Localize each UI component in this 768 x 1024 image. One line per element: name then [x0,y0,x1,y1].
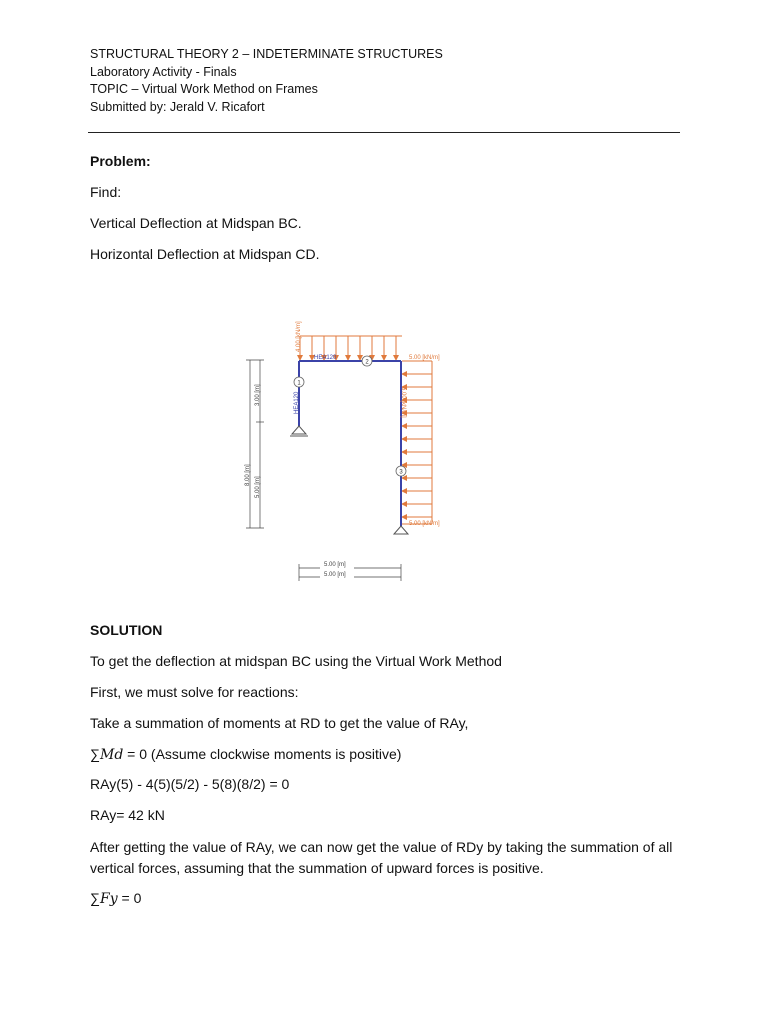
moment-variable: Md [99,747,124,763]
member-load-label: 5.00 [kN/m] [400,387,406,418]
equation-ray-result: RAy= 42 kN [90,807,165,823]
equation-sum-fy [90,890,141,907]
node-2-label: 2 [365,359,369,366]
solution-after-paragraph: After getting the value of RAy, we can now get the value of RDy by taking the summation of all vertical forces, assuming that the summation of upward forces is positive. [90,839,673,876]
find-item-1: Vertical Deflection at Midspan BC. [90,215,302,231]
header-divider [88,132,680,133]
find-item-2: Horizontal Deflection at Midspan CD. [90,246,320,262]
solution-first: First, we must solve for reactions: [90,684,299,700]
find-label: Find: [90,184,122,200]
dim-h1-label: 5.00 [m] [324,562,346,568]
force-variable: Fy [99,891,118,907]
column-section-label: HEA120 [294,391,300,414]
equation-ray-moments: RAy(5) - 4(5)(5/2) - 5(8)(8/2) = 0 [90,776,290,792]
document-header [90,46,443,116]
side-load-bottom-label: 5.00 [kN/m] [409,521,440,527]
course-title: STRUCTURAL THEORY 2 – INDETERMINATE STRUCTURES [90,47,443,61]
problem-heading: Problem: [90,153,151,169]
force-equation-rest: = 0 [117,890,142,906]
beam-section-label: HEA120 [314,355,337,361]
frame-diagram [230,302,466,592]
dim-lower-label: 5.00 [m] [255,476,261,498]
activity-label: Laboratory Activity - Finals [90,64,237,79]
sigma-symbol: ∑ [90,890,100,906]
side-load-top-label: 5.00 [kN/m] [409,355,440,361]
node-3-label: 3 [399,469,403,476]
dim-h2-label: 5.00 [m] [324,572,346,578]
node-markers [294,356,406,476]
dim-total-label: 8.00 [m] [245,464,251,486]
pin-support-a [290,426,308,436]
frame-members [299,361,401,526]
solution-take-moments: Take a summation of moments at RD to get the value of RAy, [90,715,469,731]
top-load-label: 4.00 [kN/m] [296,321,302,352]
solution-intro: To get the deflection at midspan BC using the Virtual Work Method [90,653,502,669]
equation-sum-moments [90,746,401,763]
solution-heading: SOLUTION [90,622,163,638]
submitted-by: Submitted by: Jerald V. Ricafort [90,99,265,114]
moment-equation-rest: = 0 (Assume clockwise moments is positive) [123,746,402,762]
topic-label: TOPIC – Virtual Work Method on Frames [90,82,318,96]
node-1-label: 1 [297,380,301,387]
sigma-symbol: ∑ [90,746,100,762]
pin-support-d [394,526,408,534]
dim-upper-label: 3.00 [m] [255,384,261,406]
